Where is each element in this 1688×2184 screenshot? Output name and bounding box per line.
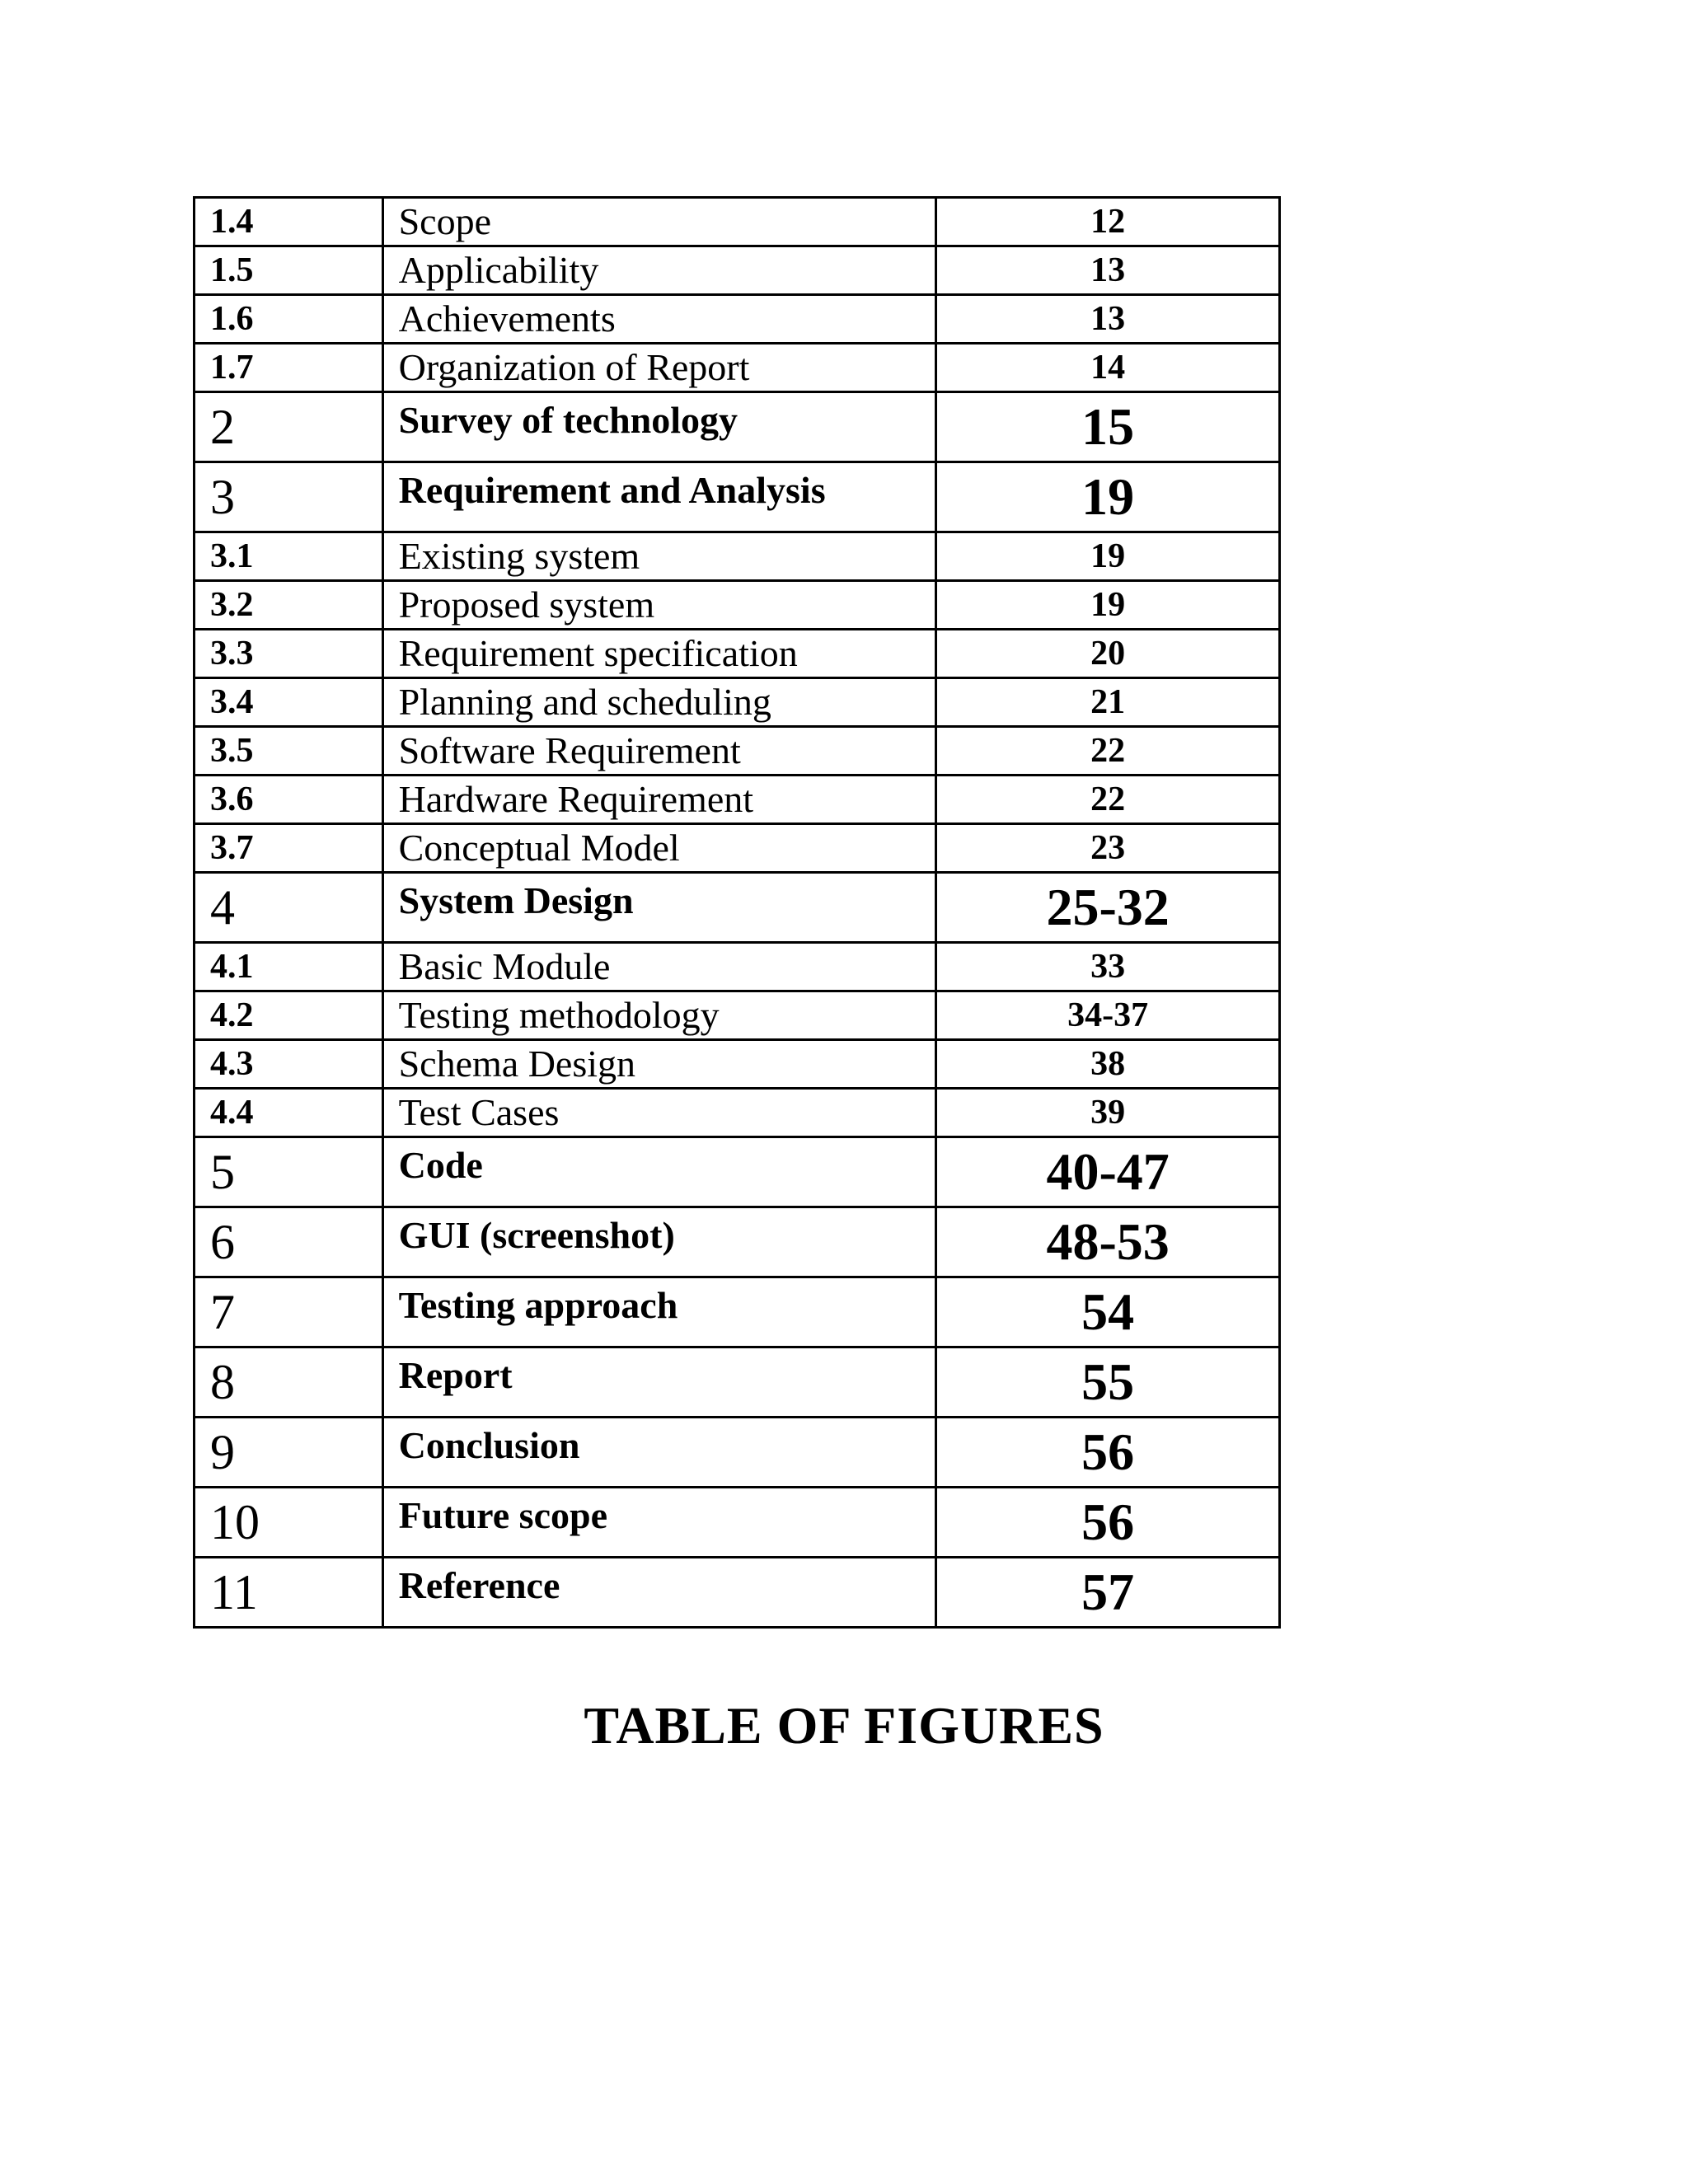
- toc-row: [195, 532, 1280, 581]
- toc-row: [195, 1089, 1280, 1137]
- toc-row: [195, 198, 1280, 246]
- toc-row: [195, 1558, 1280, 1628]
- page-number: 13: [936, 246, 1280, 295]
- table-of-figures-heading: TABLE OF FIGURES: [584, 1696, 1104, 1755]
- page-number: 12: [936, 198, 1280, 246]
- page-number: 23: [936, 824, 1280, 873]
- toc-row: [195, 1418, 1280, 1488]
- page-number: 33: [936, 943, 1280, 991]
- section-number: 3.5: [195, 727, 383, 776]
- page-number: 48-53: [936, 1207, 1280, 1277]
- section-title: Test Cases: [382, 1089, 936, 1137]
- page-number: 54: [936, 1277, 1280, 1347]
- page-number: 38: [936, 1040, 1280, 1089]
- section-title: Basic Module: [382, 943, 936, 991]
- page-number: 56: [936, 1488, 1280, 1558]
- section-number: 3.4: [195, 678, 383, 727]
- page-number: 21: [936, 678, 1280, 727]
- toc-row: [195, 943, 1280, 991]
- page-number: 14: [936, 344, 1280, 392]
- page-number: 19: [936, 532, 1280, 581]
- page-number: 15: [936, 392, 1280, 462]
- toc-row: [195, 246, 1280, 295]
- toc-row: [195, 581, 1280, 630]
- section-number: 4.4: [195, 1089, 383, 1137]
- section-title: Requirement specification: [382, 630, 936, 678]
- toc-row: [195, 1347, 1280, 1418]
- section-title: Schema Design: [382, 1040, 936, 1089]
- toc-row: [195, 462, 1280, 532]
- toc-row: [195, 991, 1280, 1040]
- section-number: 5: [195, 1137, 383, 1207]
- toc-row: [195, 344, 1280, 392]
- page-number: 55: [936, 1347, 1280, 1418]
- section-title: Organization of Report: [382, 344, 936, 392]
- section-number: 9: [195, 1418, 383, 1488]
- toc-row: [195, 873, 1280, 943]
- section-number: 1.7: [195, 344, 383, 392]
- page-number: 19: [936, 462, 1280, 532]
- page-number: 40-47: [936, 1137, 1280, 1207]
- page-number: 56: [936, 1418, 1280, 1488]
- section-title: Requirement and Analysis: [382, 462, 936, 532]
- toc-row: [195, 1488, 1280, 1558]
- toc-row: [195, 727, 1280, 776]
- page-number: 39: [936, 1089, 1280, 1137]
- toc-row: [195, 1207, 1280, 1277]
- page-number: 25-32: [936, 873, 1280, 943]
- section-number: 1.6: [195, 295, 383, 344]
- section-number: 6: [195, 1207, 383, 1277]
- toc-row: [195, 1040, 1280, 1089]
- section-title: Survey of technology: [382, 392, 936, 462]
- page-number: 22: [936, 727, 1280, 776]
- page-number: 13: [936, 295, 1280, 344]
- toc-row: [195, 678, 1280, 727]
- page-number: 19: [936, 581, 1280, 630]
- section-number: 8: [195, 1347, 383, 1418]
- section-number: 4.3: [195, 1040, 383, 1089]
- section-title: Proposed system: [382, 581, 936, 630]
- section-title: Achievements: [382, 295, 936, 344]
- section-number: 4: [195, 873, 383, 943]
- section-number: 3.6: [195, 776, 383, 824]
- section-title: GUI (screenshot): [382, 1207, 936, 1277]
- page-number: 20: [936, 630, 1280, 678]
- section-number: 3.1: [195, 532, 383, 581]
- section-number: 3.2: [195, 581, 383, 630]
- toc-row: [195, 630, 1280, 678]
- section-title: Testing methodology: [382, 991, 936, 1040]
- section-number: 2: [195, 392, 383, 462]
- section-number: 4.1: [195, 943, 383, 991]
- section-number: 4.2: [195, 991, 383, 1040]
- section-title: Scope: [382, 198, 936, 246]
- section-title: Hardware Requirement: [382, 776, 936, 824]
- section-title: Report: [382, 1347, 936, 1418]
- section-title: Existing system: [382, 532, 936, 581]
- toc-row: [195, 1277, 1280, 1347]
- page-number: 34-37: [936, 991, 1280, 1040]
- section-number: 11: [195, 1558, 383, 1628]
- section-number: 3.7: [195, 824, 383, 873]
- section-title: Applicability: [382, 246, 936, 295]
- toc-body: [195, 198, 1280, 1628]
- section-number: 7: [195, 1277, 383, 1347]
- section-title: Reference: [382, 1558, 936, 1628]
- section-number: 3: [195, 462, 383, 532]
- toc-row: [195, 392, 1280, 462]
- toc-row: [195, 295, 1280, 344]
- page-number: 57: [936, 1558, 1280, 1628]
- section-number: 10: [195, 1488, 383, 1558]
- section-title: Planning and scheduling: [382, 678, 936, 727]
- toc-row: [195, 776, 1280, 824]
- section-title: Software Requirement: [382, 727, 936, 776]
- section-title: Conceptual Model: [382, 824, 936, 873]
- section-number: 1.4: [195, 198, 383, 246]
- section-number: 3.3: [195, 630, 383, 678]
- section-title: Code: [382, 1137, 936, 1207]
- section-title: Conclusion: [382, 1418, 936, 1488]
- toc-row: [195, 1137, 1280, 1207]
- table-of-contents: [193, 196, 1281, 1629]
- section-number: 1.5: [195, 246, 383, 295]
- section-title: Future scope: [382, 1488, 936, 1558]
- section-title: Testing approach: [382, 1277, 936, 1347]
- section-title: System Design: [382, 873, 936, 943]
- page-number: 22: [936, 776, 1280, 824]
- toc-row: [195, 824, 1280, 873]
